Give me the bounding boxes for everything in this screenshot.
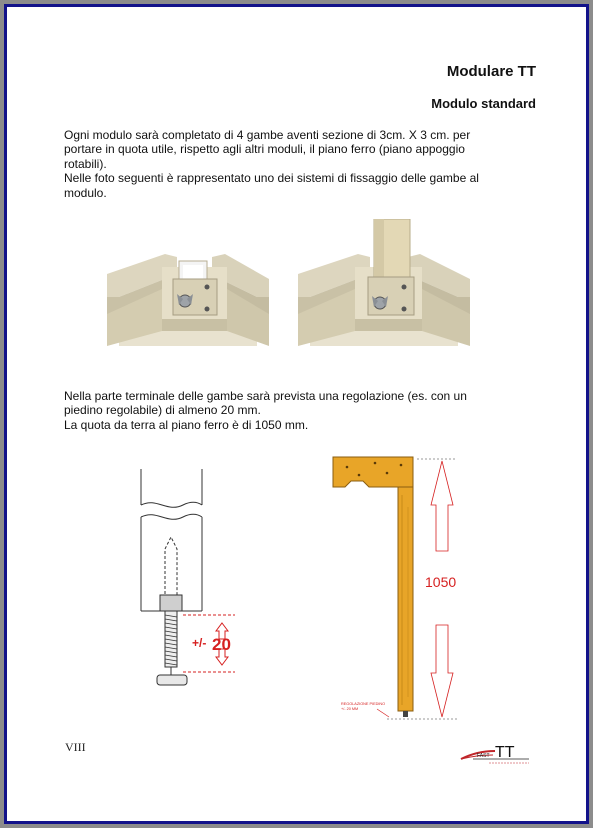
adjust-value-label: 20 — [212, 635, 231, 654]
text-line: Ogni modulo sarà completato di 4 gambe aventi sezione di 3cm. X 3 cm. per — [64, 128, 471, 142]
text-line: Nella parte terminale delle gambe sarà prevista una regolazione (es. con un — [64, 389, 467, 403]
height-value-label: 1050 — [425, 574, 457, 590]
leg-height-diagram — [327, 447, 477, 727]
logo-small-text: FAST — [477, 753, 490, 759]
company-logo — [459, 741, 531, 767]
page — [4, 4, 589, 824]
foot-adjust-label: REGOLAZIONE PIEDINO — [341, 702, 386, 706]
logo-text: TT — [495, 744, 515, 761]
page-number: VIII — [65, 740, 86, 754]
foot-adjust-label-2: +/- 20 MM — [341, 707, 359, 711]
text-line: portare in quota utile, rispetto agli altri moduli, il piano ferro (piano appoggio — [64, 142, 465, 157]
text-line: Nelle foto seguenti è rappresentato uno dei sistemi di fissaggio delle gambe al — [64, 171, 479, 186]
corner-photo-with-leg — [298, 219, 470, 346]
intro-paragraph — [64, 128, 524, 200]
text-line: La quota da terra al piano ferro è di 1050 mm. — [64, 417, 309, 432]
adjust-prefix-label: +/- — [192, 636, 207, 650]
text-line: piedino regolabile) di almeno 20 mm. — [64, 403, 261, 418]
text-line: rotabili). — [64, 156, 107, 171]
document-subtitle: Modulo standard — [431, 96, 536, 111]
adjustment-paragraph — [64, 389, 524, 432]
adjustable-foot-diagram — [127, 469, 267, 691]
text-line: modulo. — [64, 185, 107, 200]
corner-photo-empty — [107, 239, 269, 346]
document-title: Modulare TT — [446, 63, 536, 80]
